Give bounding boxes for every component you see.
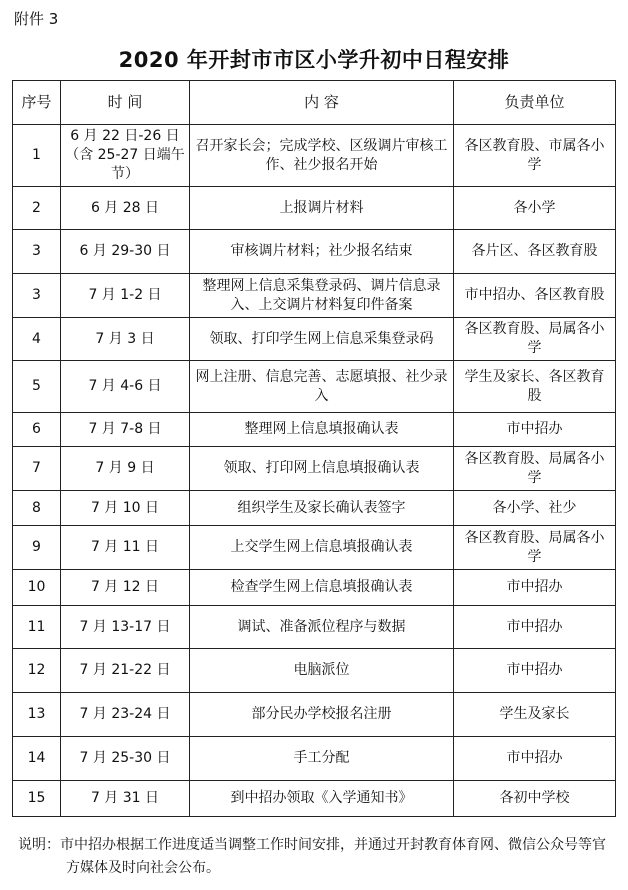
row-time: 7 月 9 日 [61, 447, 190, 491]
row-content: 上报调片材料 [190, 187, 454, 230]
row-number: 6 [13, 413, 61, 447]
row-time: 7 月 25-30 日 [61, 737, 190, 781]
row-content: 上交学生网上信息填报确认表 [190, 526, 454, 570]
schedule-table [12, 80, 616, 817]
table-row [13, 447, 616, 491]
row-unit: 学生及家长、各区教育股 [454, 361, 616, 413]
row-number: 2 [13, 187, 61, 230]
row-content: 召开家长会；完成学校、区级调片审核工作、社少报名开始 [190, 125, 454, 187]
row-time: 6 月 28 日 [61, 187, 190, 230]
row-time: 7 月 10 日 [61, 491, 190, 526]
row-content: 网上注册、信息完善、志愿填报、社少录入 [190, 361, 454, 413]
row-unit: 市中招办 [454, 606, 616, 649]
row-time: 7 月 31 日 [61, 781, 190, 817]
row-unit: 各小学 [454, 187, 616, 230]
row-time: 7 月 23-24 日 [61, 693, 190, 737]
row-unit: 各区教育股、局属各小学 [454, 447, 616, 491]
row-number: 3 [13, 230, 61, 274]
table-row [13, 606, 616, 649]
row-time: 7 月 11 日 [61, 526, 190, 570]
table-row [13, 274, 616, 318]
row-number: 10 [13, 570, 61, 606]
table-row [13, 413, 616, 447]
row-time: 7 月 1-2 日 [61, 274, 190, 318]
row-content: 审核调片材料；社少报名结束 [190, 230, 454, 274]
row-unit: 市中招办 [454, 413, 616, 447]
table-row [13, 125, 616, 187]
table-row [13, 570, 616, 606]
row-time: 7 月 7-8 日 [61, 413, 190, 447]
table-row [13, 781, 616, 817]
row-number: 5 [13, 361, 61, 413]
table-row [13, 526, 616, 570]
row-number: 7 [13, 447, 61, 491]
page-title: 2020 年开封市市区小学升初中日程安排 [118, 48, 510, 72]
table-row [13, 187, 616, 230]
row-unit: 市中招办 [454, 649, 616, 693]
header-time: 时 间 [61, 81, 190, 125]
row-content: 组织学生及家长确认表签字 [190, 491, 454, 526]
row-unit: 各小学、社少 [454, 491, 616, 526]
row-unit: 市中招办 [454, 737, 616, 781]
row-unit: 市中招办、各区教育股 [454, 274, 616, 318]
row-content: 领取、打印学生网上信息采集登录码 [190, 318, 454, 361]
table-row [13, 737, 616, 781]
row-number: 3 [13, 274, 61, 318]
row-unit: 学生及家长 [454, 693, 616, 737]
table-row [13, 649, 616, 693]
header-content: 内 容 [190, 81, 454, 125]
row-time: 7 月 21-22 日 [61, 649, 190, 693]
table-row [13, 361, 616, 413]
row-content: 调试、准备派位程序与数据 [190, 606, 454, 649]
row-unit: 各初中学校 [454, 781, 616, 817]
table-row [13, 491, 616, 526]
row-number: 4 [13, 318, 61, 361]
row-content: 整理网上信息填报确认表 [190, 413, 454, 447]
row-number: 9 [13, 526, 61, 570]
header-unit: 负责单位 [454, 81, 616, 125]
row-time: 6 月 22 日-26 日（含 25-27 日端午节） [61, 125, 190, 187]
row-content: 手工分配 [190, 737, 454, 781]
table-header-row [13, 81, 616, 125]
footnote: 说明：市中招办根据工作进度适当调整工作时间安排，并通过开封教育体育网、微信公众号等官方媒体及时向社会公布。 [18, 837, 606, 876]
row-time: 7 月 12 日 [61, 570, 190, 606]
row-content: 电脑派位 [190, 649, 454, 693]
row-number: 14 [13, 737, 61, 781]
row-unit: 各区教育股、局属各小学 [454, 526, 616, 570]
row-time: 7 月 4-6 日 [61, 361, 190, 413]
row-number: 8 [13, 491, 61, 526]
row-content: 部分民办学校报名注册 [190, 693, 454, 737]
row-unit: 各片区、各区教育股 [454, 230, 616, 274]
row-unit: 各区教育股、局属各小学 [454, 318, 616, 361]
row-number: 12 [13, 649, 61, 693]
row-number: 11 [13, 606, 61, 649]
header-number: 序号 [13, 81, 61, 125]
row-time: 7 月 13-17 日 [61, 606, 190, 649]
row-content: 检查学生网上信息填报确认表 [190, 570, 454, 606]
row-time: 7 月 3 日 [61, 318, 190, 361]
row-time: 6 月 29-30 日 [61, 230, 190, 274]
table-row [13, 693, 616, 737]
row-unit: 市中招办 [454, 570, 616, 606]
table-row [13, 230, 616, 274]
row-number: 15 [13, 781, 61, 817]
row-unit: 各区教育股、市属各小学 [454, 125, 616, 187]
row-number: 13 [13, 693, 61, 737]
row-number: 1 [13, 125, 61, 187]
row-content: 到中招办领取《入学通知书》 [190, 781, 454, 817]
attachment-label: 附件 3 [14, 10, 59, 28]
row-content: 整理网上信息采集登录码、调片信息录入、上交调片材料复印件备案 [190, 274, 454, 318]
row-content: 领取、打印网上信息填报确认表 [190, 447, 454, 491]
table-row [13, 318, 616, 361]
